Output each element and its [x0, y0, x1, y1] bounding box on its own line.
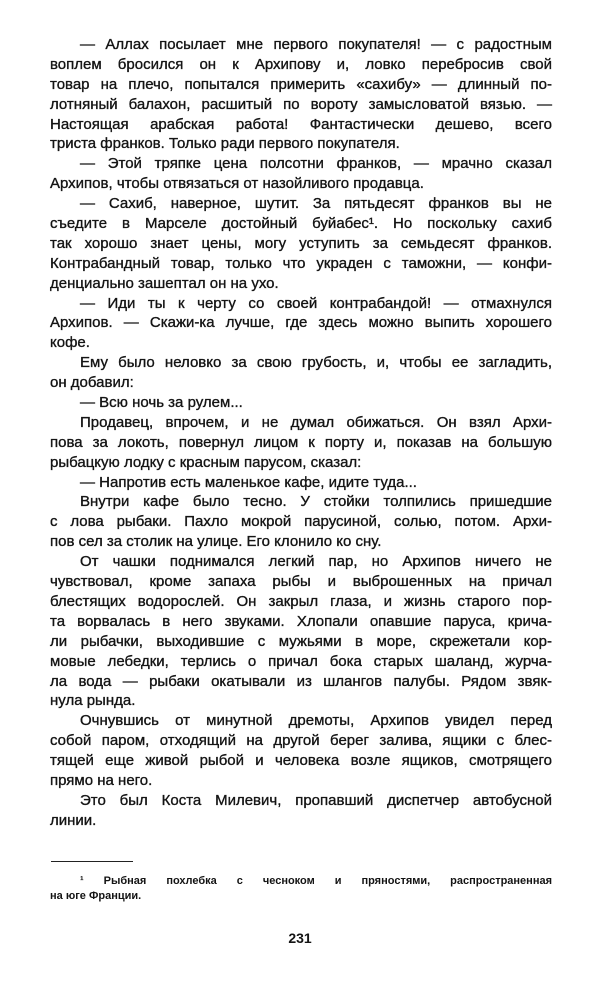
paragraph	[50, 154, 552, 194]
text-line: триста франков. Только ради первого покупателя.	[50, 135, 400, 153]
text-line: собой паром, отходящий на другой берег залива, ящики с блес-	[50, 732, 552, 750]
text-line: Архипов. — Скажи-ка лучше, где здесь можно выпить хорошего	[50, 314, 552, 332]
text-line: ли рыбачки, выходившие с мужьями в море, скрежетали кор-	[50, 632, 552, 650]
text-line: — Аллах посылает мне первого покупателя! — с радостным	[80, 36, 552, 53]
text-line: та ворвалась в него звуками. Хлопали опавшие паруса, крича-	[50, 612, 552, 630]
page-number: 231	[288, 930, 312, 946]
text-line: Это был Коста Милевич, пропавший диспетчер автобусной	[80, 791, 552, 809]
paragraph	[50, 413, 552, 473]
text-line: рыбацкую лодку с красным парусом, сказал:	[50, 453, 362, 471]
text-line: лотняный балахон, расшитый по вороту замысловатой вязью. —	[50, 95, 552, 113]
text-line: денциально зашептал он на ухо.	[50, 274, 279, 292]
text-line: Внутри кафе было тесно. У стойки толпились пришедшие	[80, 493, 552, 511]
text-line: Продавец, впрочем, и не думал обижаться. Он взял Архи-	[80, 413, 552, 431]
text-line: с лова рыбаки. Пахло мокрой парусиной, солью, потом. Архи-	[50, 513, 552, 531]
footnote-divider	[51, 861, 133, 862]
text-line: так хорошо знает цены, могу уступить за семьдесят франков.	[50, 234, 552, 252]
text-line: Ему было неловко за свою грубость, и, чтобы ее загладить,	[80, 354, 552, 372]
text-line: Архипов, чтобы отвязаться от назойливого продавца.	[50, 175, 424, 193]
text-line: — Всю ночь за рулем...	[80, 394, 243, 412]
text-line: товар на плечо, попытался примерить «сахибу» — длинный по-	[50, 75, 552, 93]
text-line: Контрабандный товар, только что украден с таможни, — конфи-	[50, 254, 552, 272]
text-line: Настоящая арабская работа! Фантастически дешево, всего	[50, 115, 552, 133]
paragraph	[50, 791, 552, 831]
text-line: — Иди ты к черту со своей контрабандой! — отмахнулся	[80, 294, 552, 312]
footnote	[50, 874, 552, 904]
text-line: — Этой тряпке цена полсотни франков, — мрачно сказал	[80, 155, 552, 173]
paragraph	[50, 353, 552, 393]
footnote-line: ¹ Рыбная похлебка с чесноком и пряностями, распространенная	[80, 875, 552, 887]
text-line: прямо на него.	[50, 771, 153, 789]
paragraph	[50, 393, 552, 413]
text-line: съедите в Марселе достойный буйабес¹. Но поскольку сахиб	[50, 215, 552, 233]
paragraph	[50, 473, 552, 493]
text-line: — Сахиб, наверное, шутит. За пятьдесят франков вы не	[80, 195, 552, 213]
text-line: ла вода — рыбаки окатывали из шлангов палубы. Рядом звяк-	[50, 672, 552, 690]
text-line: — Напротив есть маленькое кафе, идите туда...	[80, 473, 417, 491]
text-line: воплем бросился он к Архипову и, ловко перебросив свой	[50, 55, 552, 73]
footnote-line: на юге Франции.	[50, 890, 142, 902]
text-line: мовые лебедки, терлись о причал бока старых шаланд, журча-	[50, 652, 552, 670]
text-line: нула рында.	[50, 692, 136, 710]
text-line: он добавил:	[50, 374, 134, 392]
text-line: От чашки поднимался легкий пар, но Архипов ничего не	[80, 553, 552, 571]
paragraph	[50, 35, 552, 154]
paragraph	[50, 294, 552, 354]
paragraph	[50, 711, 552, 791]
paragraph	[50, 552, 552, 711]
text-line: тящей еще живой рыбой и человека возле ящиков, смотрящего	[50, 752, 552, 770]
body-text	[50, 35, 552, 831]
text-line: блестящих водорослей. Он закрыл глаза, и жизнь старого пор-	[50, 592, 552, 610]
text-line: пов сел за столик на улице. Его клонило ко сну.	[50, 533, 382, 551]
paragraph	[50, 492, 552, 552]
text-line: пова за локоть, повернул лицом к порту и, показав на большую	[50, 433, 552, 451]
text-line: линии.	[50, 811, 97, 829]
text-line: чувствовал, кроме запаха рыбы и выброшенных на причал	[50, 573, 552, 591]
paragraph	[50, 194, 552, 293]
text-line: Очнувшись от минутной дремоты, Архипов увидел перед	[80, 712, 552, 730]
text-line: кофе.	[50, 334, 90, 352]
